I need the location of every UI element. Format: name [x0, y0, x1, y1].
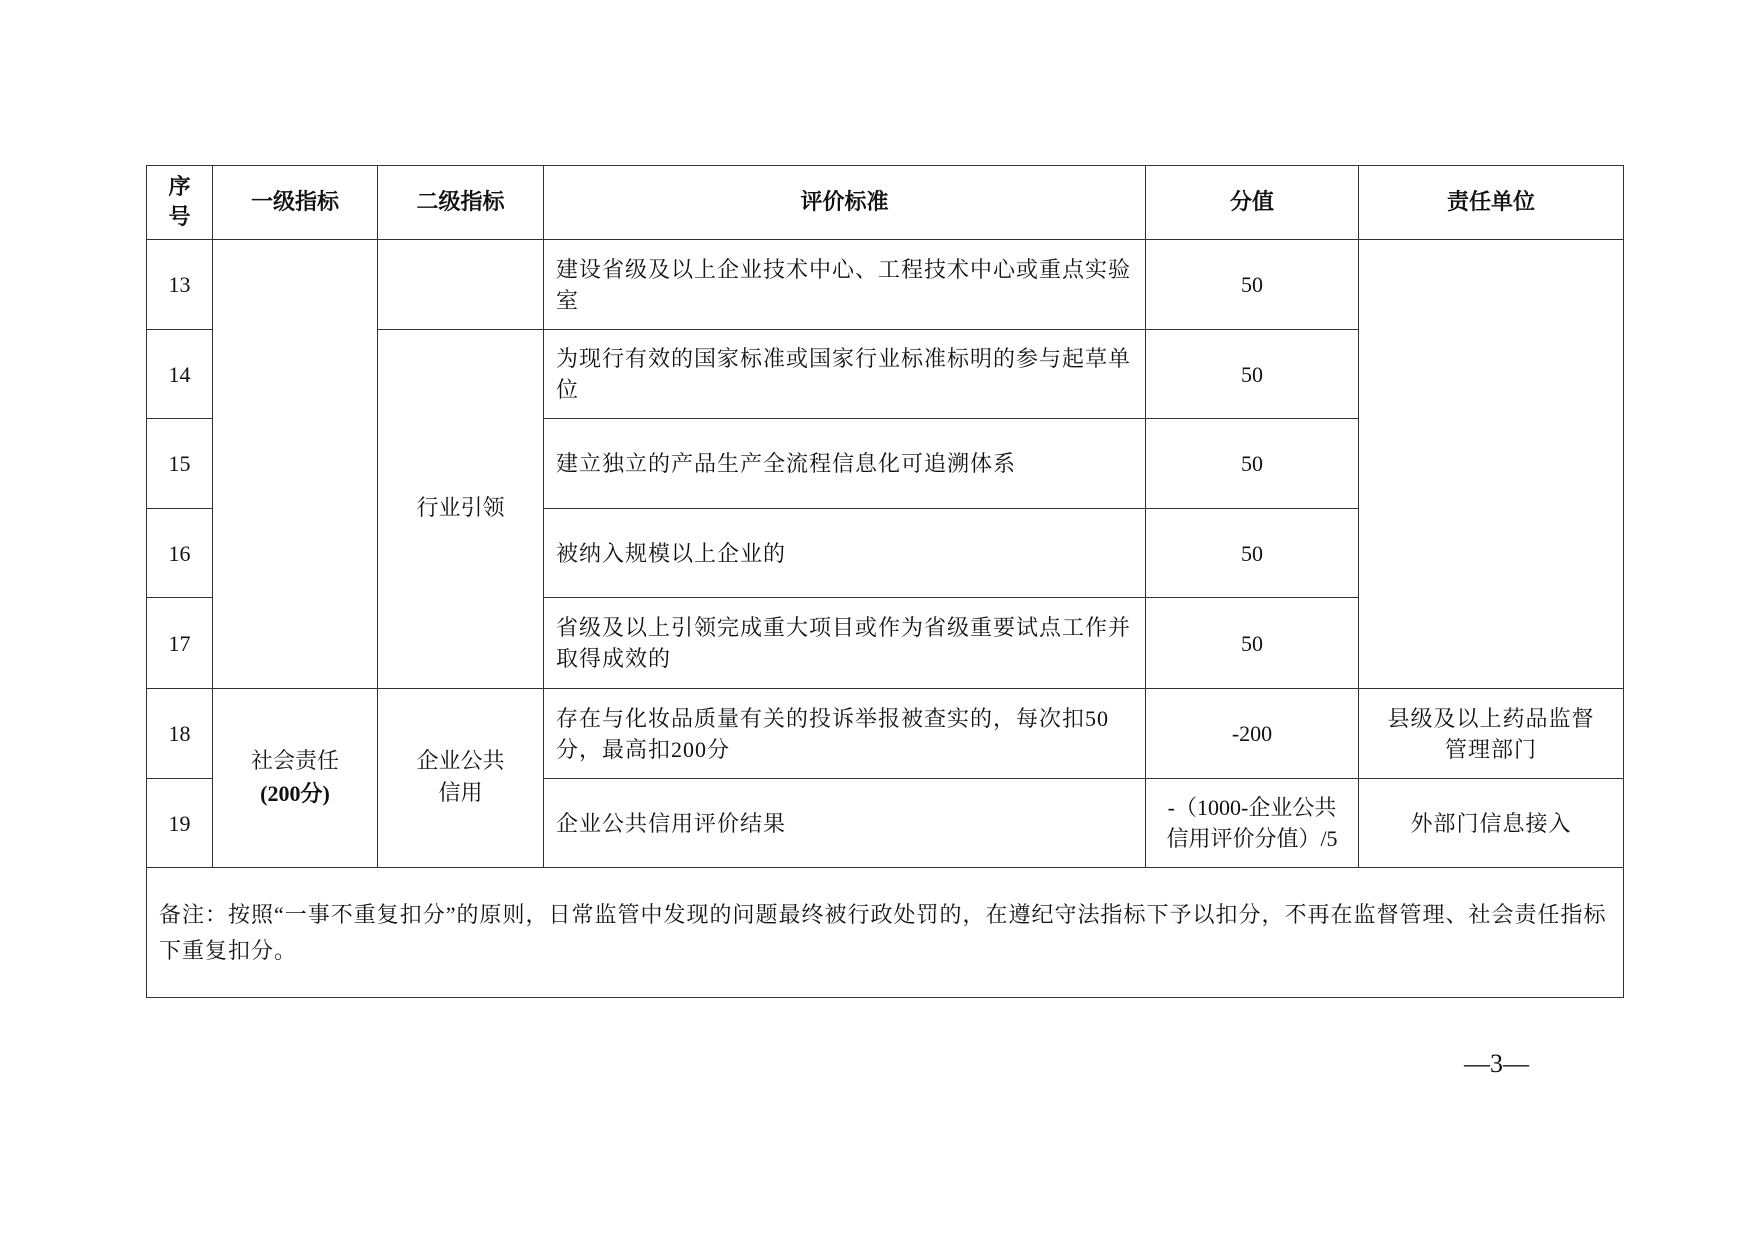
responsible-cell: 县级及以上药品监督管理部门	[1359, 689, 1624, 779]
score-cell: -（1000-企业公共信用评价分值）/5	[1146, 779, 1359, 868]
row-index: 19	[147, 779, 213, 868]
score-cell: 50	[1146, 419, 1359, 509]
level1-label: 社会责任	[250, 749, 339, 774]
header-index: 序号	[147, 166, 213, 240]
criteria-cell: 为现行有效的国家标准或国家行业标准标明的参与起草单位	[544, 330, 1146, 419]
score-cell: 50	[1146, 509, 1359, 598]
level1-points: (200分)	[260, 781, 330, 806]
table-header-row	[147, 166, 1624, 240]
score-cell: 50	[1146, 240, 1359, 330]
score-cell: -200	[1146, 689, 1359, 779]
level1-cell-empty	[213, 240, 378, 689]
criteria-cell: 省级及以上引领完成重大项目或作为省级重要试点工作并取得成效的	[544, 598, 1146, 689]
header-score: 分值	[1146, 166, 1359, 240]
row-index: 17	[147, 598, 213, 689]
level1-social-responsibility	[213, 689, 378, 868]
evaluation-table	[146, 165, 1624, 998]
row-index: 16	[147, 509, 213, 598]
score-cell: 50	[1146, 330, 1359, 419]
page-number: —3—	[1464, 1049, 1529, 1078]
header-level2: 二级指标	[378, 166, 544, 240]
row-index: 15	[147, 419, 213, 509]
table-note-row	[147, 868, 1624, 998]
level2-public-credit: 企业公共信用	[378, 689, 544, 868]
table-row	[147, 689, 1624, 779]
header-criteria: 评价标准	[544, 166, 1146, 240]
criteria-cell: 存在与化妆品质量有关的投诉举报被查实的，每次扣50分，最高扣200分	[544, 689, 1146, 779]
criteria-cell: 企业公共信用评价结果	[544, 779, 1146, 868]
score-cell: 50	[1146, 598, 1359, 689]
header-level1: 一级指标	[213, 166, 378, 240]
level2-cell-empty	[378, 240, 544, 330]
responsible-cell-empty	[1359, 240, 1624, 689]
row-index: 13	[147, 240, 213, 330]
row-index: 14	[147, 330, 213, 419]
criteria-cell: 建立独立的产品生产全流程信息化可追溯体系	[544, 419, 1146, 509]
row-index: 18	[147, 689, 213, 779]
table-row	[147, 240, 1624, 330]
responsible-cell: 外部门信息接入	[1359, 779, 1624, 868]
criteria-cell: 建设省级及以上企业技术中心、工程技术中心或重点实验室	[544, 240, 1146, 330]
remarks-note: 备注：按照“一事不重复扣分”的原则，日常监管中发现的问题最终被行政处罚的，在遵纪守法指标下予以扣分，不再在监督管理、社会责任指标下重复扣分。	[147, 868, 1624, 998]
header-responsible: 责任单位	[1359, 166, 1624, 240]
level2-industry-lead: 行业引领	[378, 330, 544, 689]
criteria-cell: 被纳入规模以上企业的	[544, 509, 1146, 598]
